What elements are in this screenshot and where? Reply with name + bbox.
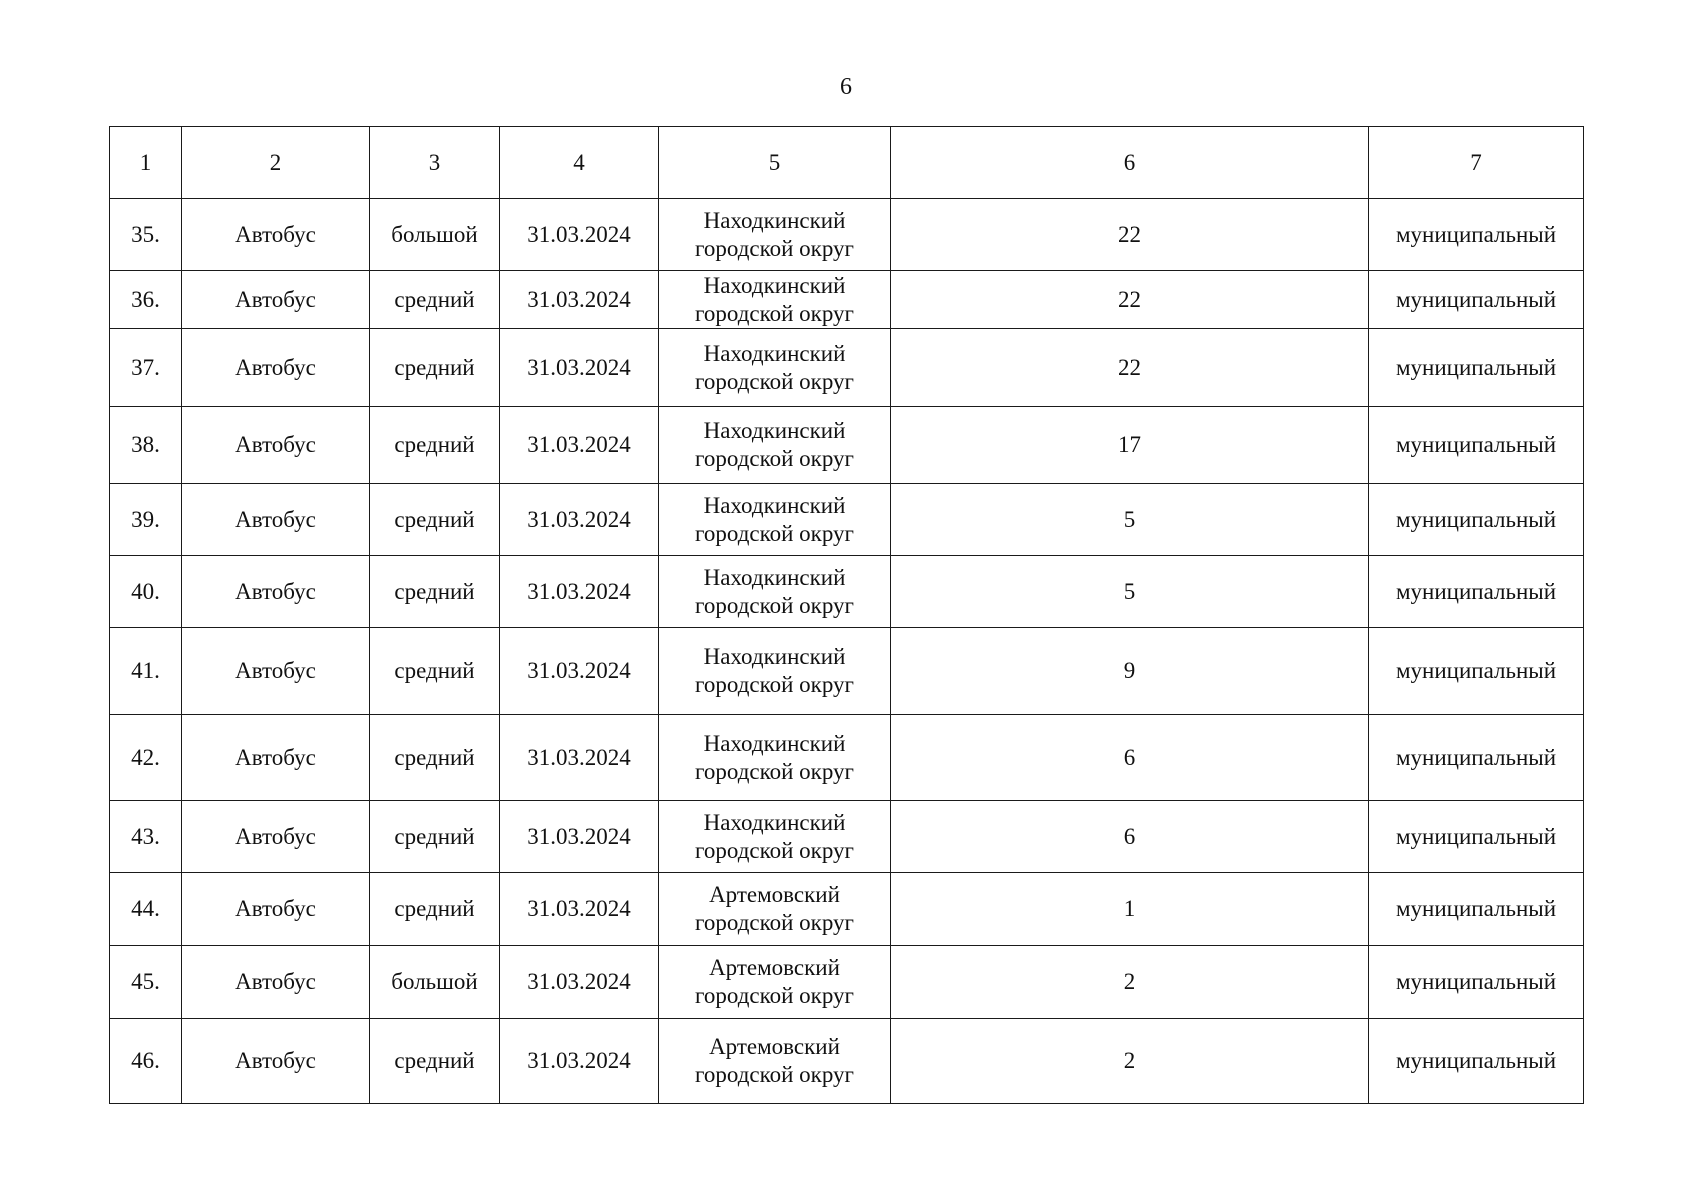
count-cell: 2 bbox=[891, 1019, 1369, 1104]
district-type: городской округ bbox=[695, 520, 854, 546]
date-cell: 31.03.2024 bbox=[500, 484, 659, 556]
district-type: городской округ bbox=[695, 235, 854, 261]
header-cell: 2 bbox=[182, 127, 370, 199]
ownership-cell: муниципальный bbox=[1369, 873, 1584, 946]
vehicle-type: Автобус bbox=[182, 801, 370, 873]
vehicle-size: средний bbox=[370, 1019, 500, 1104]
vehicle-type: Автобус bbox=[182, 556, 370, 628]
table-row bbox=[110, 628, 1584, 715]
date-cell: 31.03.2024 bbox=[500, 1019, 659, 1104]
date-cell: 31.03.2024 bbox=[500, 873, 659, 946]
row-number: 41. bbox=[110, 628, 182, 715]
count-cell: 22 bbox=[891, 329, 1369, 407]
count-cell: 6 bbox=[891, 801, 1369, 873]
vehicle-type: Автобус bbox=[182, 1019, 370, 1104]
row-number: 43. bbox=[110, 801, 182, 873]
district-name: Находкинский bbox=[703, 730, 846, 756]
count-cell: 9 bbox=[891, 628, 1369, 715]
header-cell: 7 bbox=[1369, 127, 1584, 199]
row-number: 36. bbox=[110, 271, 182, 329]
row-number: 42. bbox=[110, 715, 182, 801]
district-cell bbox=[659, 628, 891, 715]
ownership-cell: муниципальный bbox=[1369, 271, 1584, 329]
district-cell bbox=[659, 946, 891, 1019]
table-row bbox=[110, 199, 1584, 271]
table-row bbox=[110, 329, 1584, 407]
district-name: Артемовский bbox=[709, 1034, 840, 1059]
date-cell: 31.03.2024 bbox=[500, 946, 659, 1019]
date-cell: 31.03.2024 bbox=[500, 801, 659, 873]
date-cell: 31.03.2024 bbox=[500, 329, 659, 407]
district-name: Находкинский bbox=[703, 564, 846, 590]
table-row bbox=[110, 484, 1584, 556]
district-name: Артемовский bbox=[709, 955, 840, 980]
district-name: Находкинский bbox=[703, 207, 846, 233]
date-cell: 31.03.2024 bbox=[500, 556, 659, 628]
vehicle-size: средний bbox=[370, 556, 500, 628]
table-row bbox=[110, 556, 1584, 628]
ownership-cell: муниципальный bbox=[1369, 801, 1584, 873]
vehicle-size: средний bbox=[370, 801, 500, 873]
vehicle-size: средний bbox=[370, 715, 500, 801]
district-type: городской округ bbox=[695, 300, 854, 326]
district-cell bbox=[659, 329, 891, 407]
district-type: городской округ bbox=[695, 758, 854, 784]
district-type: городской округ bbox=[695, 910, 854, 935]
vehicle-size: средний bbox=[370, 873, 500, 946]
district-name: Находкинский bbox=[703, 809, 846, 835]
date-cell: 31.03.2024 bbox=[500, 199, 659, 271]
district-cell bbox=[659, 407, 891, 484]
vehicle-size: средний bbox=[370, 271, 500, 329]
count-cell: 22 bbox=[891, 271, 1369, 329]
vehicle-size: большой bbox=[370, 199, 500, 271]
district-cell bbox=[659, 484, 891, 556]
district-cell bbox=[659, 556, 891, 628]
header-cell: 1 bbox=[110, 127, 182, 199]
vehicle-type: Автобус bbox=[182, 715, 370, 801]
table-row bbox=[110, 801, 1584, 873]
ownership-cell: муниципальный bbox=[1369, 484, 1584, 556]
row-number: 35. bbox=[110, 199, 182, 271]
row-number: 45. bbox=[110, 946, 182, 1019]
district-cell bbox=[659, 873, 891, 946]
vehicle-type: Автобус bbox=[182, 271, 370, 329]
vehicle-size: средний bbox=[370, 628, 500, 715]
district-name: Находкинский bbox=[703, 272, 846, 298]
district-cell bbox=[659, 715, 891, 801]
district-type: городской округ bbox=[695, 446, 854, 471]
row-number: 39. bbox=[110, 484, 182, 556]
data-table bbox=[109, 126, 1584, 1104]
row-number: 44. bbox=[110, 873, 182, 946]
count-cell: 5 bbox=[891, 484, 1369, 556]
ownership-cell: муниципальный bbox=[1369, 715, 1584, 801]
ownership-cell: муниципальный bbox=[1369, 407, 1584, 484]
district-type: городской округ bbox=[695, 837, 854, 863]
count-cell: 5 bbox=[891, 556, 1369, 628]
vehicle-type: Автобус bbox=[182, 946, 370, 1019]
district-name: Находкинский bbox=[703, 418, 846, 443]
vehicle-size: средний bbox=[370, 329, 500, 407]
ownership-cell: муниципальный bbox=[1369, 556, 1584, 628]
district-name: Находкинский bbox=[703, 492, 846, 518]
date-cell: 31.03.2024 bbox=[500, 628, 659, 715]
date-cell: 31.03.2024 bbox=[500, 271, 659, 329]
row-number: 38. bbox=[110, 407, 182, 484]
date-cell: 31.03.2024 bbox=[500, 407, 659, 484]
table-row bbox=[110, 715, 1584, 801]
district-cell bbox=[659, 801, 891, 873]
district-name: Находкинский bbox=[703, 644, 846, 669]
district-cell bbox=[659, 271, 891, 329]
vehicle-type: Автобус bbox=[182, 628, 370, 715]
vehicle-type: Автобус bbox=[182, 873, 370, 946]
date-cell: 31.03.2024 bbox=[500, 715, 659, 801]
count-cell: 17 bbox=[891, 407, 1369, 484]
district-type: городской округ bbox=[695, 368, 854, 394]
ownership-cell: муниципальный bbox=[1369, 1019, 1584, 1104]
district-type: городской округ bbox=[695, 672, 854, 697]
header-cell: 5 bbox=[659, 127, 891, 199]
district-type: городской округ bbox=[695, 983, 854, 1008]
ownership-cell: муниципальный bbox=[1369, 946, 1584, 1019]
district-type: городской округ bbox=[695, 592, 854, 618]
header-row bbox=[110, 127, 1584, 199]
vehicle-type: Автобус bbox=[182, 199, 370, 271]
ownership-cell: муниципальный bbox=[1369, 329, 1584, 407]
page-number: 6 bbox=[840, 74, 852, 100]
district-type: городской округ bbox=[695, 1062, 854, 1087]
ownership-cell: муниципальный bbox=[1369, 199, 1584, 271]
table-row bbox=[110, 1019, 1584, 1104]
header-cell: 3 bbox=[370, 127, 500, 199]
table-row bbox=[110, 407, 1584, 484]
header-cell: 6 bbox=[891, 127, 1369, 199]
vehicle-size: средний bbox=[370, 407, 500, 484]
table-row bbox=[110, 946, 1584, 1019]
row-number: 37. bbox=[110, 329, 182, 407]
district-cell bbox=[659, 199, 891, 271]
count-cell: 6 bbox=[891, 715, 1369, 801]
row-number: 46. bbox=[110, 1019, 182, 1104]
district-cell bbox=[659, 1019, 891, 1104]
count-cell: 2 bbox=[891, 946, 1369, 1019]
district-name: Артемовский bbox=[709, 882, 840, 907]
row-number: 40. bbox=[110, 556, 182, 628]
count-cell: 22 bbox=[891, 199, 1369, 271]
count-cell: 1 bbox=[891, 873, 1369, 946]
vehicle-type: Автобус bbox=[182, 407, 370, 484]
vehicle-type: Автобус bbox=[182, 329, 370, 407]
vehicle-size: средний bbox=[370, 484, 500, 556]
vehicle-type: Автобус bbox=[182, 484, 370, 556]
district-name: Находкинский bbox=[703, 340, 846, 366]
vehicle-size: большой bbox=[370, 946, 500, 1019]
header-cell: 4 bbox=[500, 127, 659, 199]
ownership-cell: муниципальный bbox=[1369, 628, 1584, 715]
table-row bbox=[110, 873, 1584, 946]
table-row bbox=[110, 271, 1584, 329]
